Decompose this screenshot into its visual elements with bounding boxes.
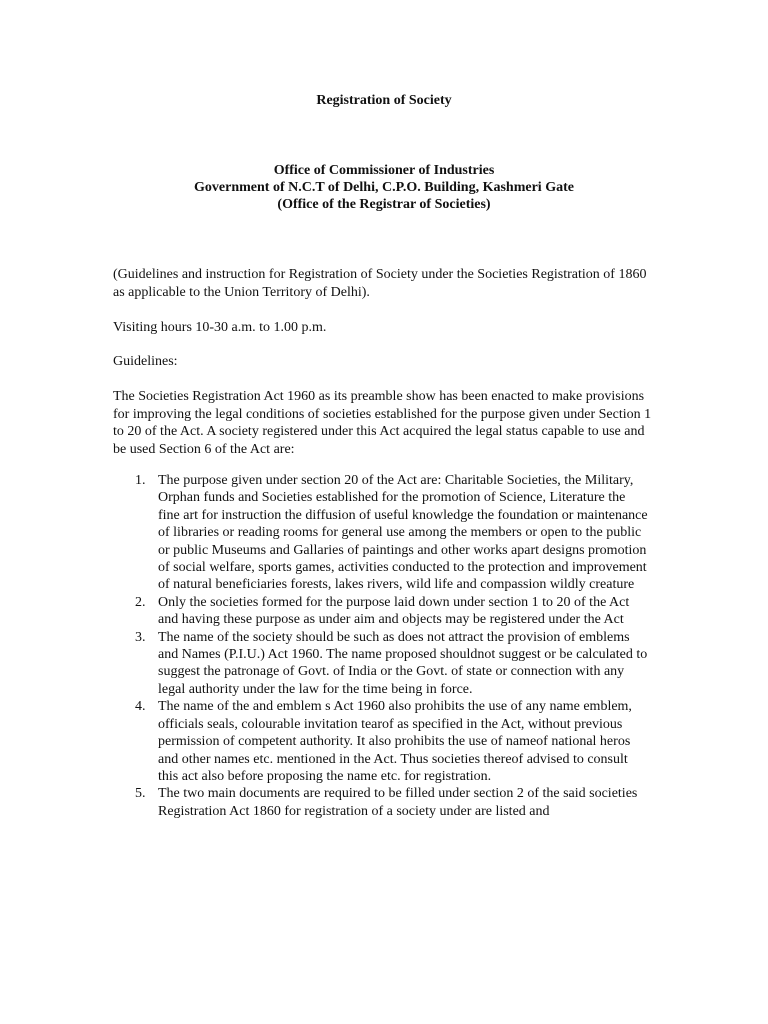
document-title: Registration of Society xyxy=(316,93,452,108)
list-item-text: Only the societies formed for the purpose laid down under section 1 to 20 of the Act and having these purpose as under aim and objects may be registered under the Act xyxy=(158,594,630,628)
list-item-number: 3. xyxy=(135,629,146,645)
intro-paragraph: (Guidelines and instruction for Registration of Society under the Societies Registration of 1860 as applicable to the Union Territory of Delhi). xyxy=(113,267,647,300)
list-item-number: 5. xyxy=(135,786,146,802)
list-item xyxy=(130,472,650,594)
list-item-number: 4. xyxy=(135,699,146,715)
list-item-text: The purpose given under section 20 of the Act are: Charitable Societies, the Military, Orphan funds and Societies established for the promotion of Science, Literature the fine art for instruction the diffusion of useful knowledge the foundation or maintenance of libraries or reading rooms for general use among the members or open to the public or public Museums and Gallaries of paintings and other works apart designs promotion of social welfare, sports games, activities conducted to the protection and improvement of natural beneficiaries forests, lakes rivers, wild life and compassion wildly creature xyxy=(158,473,648,593)
list-item xyxy=(130,629,650,699)
list-item xyxy=(130,698,650,785)
preamble-paragraph: The Societies Registration Act 1960 as its preamble show has been enacted to make provisions for improving the legal conditions of societies established for the purpose given under Section 1 to 20 of the Act. A society registered under this Act acquired the legal status capable to use and be used Section 6 of the Act are: xyxy=(113,389,652,457)
office-line-2: Government of N.C.T of Delhi, C.P.O. Building, Kashmeri Gate xyxy=(194,180,574,195)
list-item-text: The two main documents are required to be filled under section 2 of the said societies Registration Act 1860 for registration of a society under are listed and xyxy=(158,786,638,819)
office-line-3: (Office of the Registrar of Societies) xyxy=(277,197,491,212)
list-item xyxy=(130,594,650,629)
guidelines-list xyxy=(130,472,650,820)
list-item xyxy=(130,785,650,820)
list-item-number: 2. xyxy=(135,594,146,610)
list-item-number: 1. xyxy=(135,473,146,488)
visiting-hours: Visiting hours 10-30 a.m. to 1.00 p.m. xyxy=(113,320,327,335)
list-item-text: The name of the and emblem s Act 1960 also prohibits the use of any name emblem, officials seals, colourable invitation tearof as specified in the Act, without previous permission of competent authority. It also prohibits the use of nameof national heros and other names etc. mentioned in the Act. Thus societies thereof advised to consult this act also before proposing the name etc. for registration. xyxy=(158,699,632,784)
guidelines-heading: Guidelines: xyxy=(113,354,178,369)
list-item-text: The name of the society should be such as does not attract the provision of emblems and Names (P.I.U.) Act 1960. The name proposed shouldnot suggest or be calculated to suggest the patronage of Govt. of India or the Govt. of state or connection with any legal authority under the law for the time being in force. xyxy=(158,629,648,697)
office-line-1: Office of Commissioner of Industries xyxy=(273,163,495,178)
